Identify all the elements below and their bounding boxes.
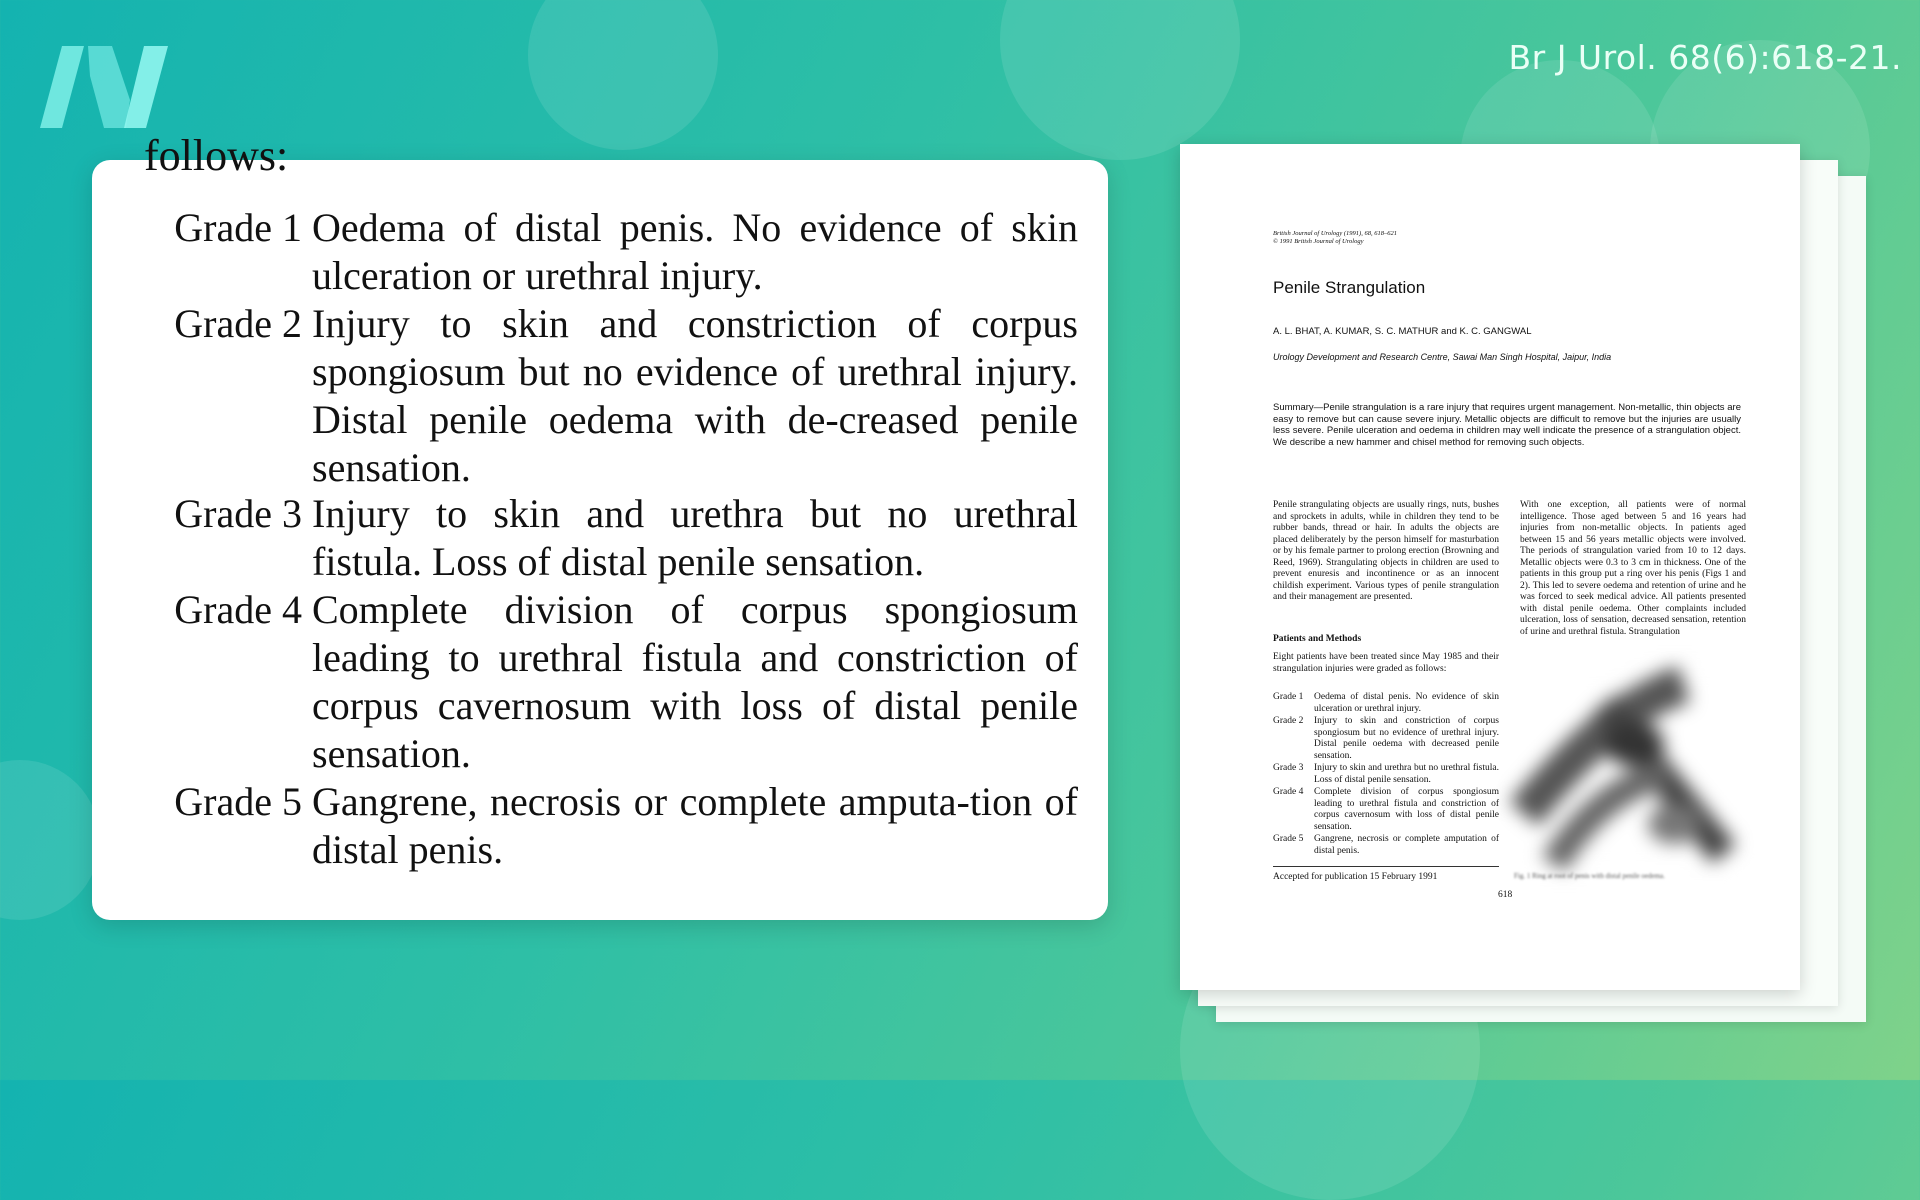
grade-label: Grade 1 xyxy=(174,205,302,250)
page-number: 618 xyxy=(1498,890,1513,900)
footnote-divider xyxy=(1273,866,1499,867)
accepted-date: Accepted for publication 15 February 1991 xyxy=(1273,872,1438,882)
blurred-figure-image xyxy=(1514,664,1746,874)
grade-label: Grade 2 xyxy=(1273,716,1304,726)
grade-label: Grade 2 xyxy=(174,301,302,346)
background-bokeh xyxy=(1000,0,1240,160)
nf-logo-icon xyxy=(34,40,174,130)
grade-text: Oedema of distal penis. No evidence of skin ulceration or urethral injury. xyxy=(1314,692,1499,714)
paper-authors: A. L. BHAT, A. KUMAR, S. C. MATHUR and K. C. GANGWAL xyxy=(1273,326,1532,337)
grade-label: Grade 1 xyxy=(1273,692,1304,702)
paper-title: Penile Strangulation xyxy=(1273,278,1426,297)
grade-text: Injury to skin and urethra but no urethral fistula. Loss of distal penile sensation. xyxy=(1314,763,1499,785)
copyright-line: © 1991 British Journal of Urology xyxy=(1273,238,1364,245)
grade-text: Injury to skin and constriction of corpus spongiosum but no evidence of urethral injury. Distal penile oedema with de-creased penile sensation. xyxy=(312,301,1078,490)
grade-text: Gangrene, necrosis or complete amputation of distal penis. xyxy=(1314,834,1499,856)
grade-text: Oedema of distal penis. No evidence of skin ulceration or urethral injury. xyxy=(312,205,1078,298)
grade-text: Injury to skin and constriction of corpus spongiosum but no evidence of urethral injury. Distal penile oedema with decreased penile sensation. xyxy=(1314,716,1499,761)
grade-label: Grade 4 xyxy=(174,587,302,632)
methods-heading: Patients and Methods xyxy=(1273,634,1362,644)
background-bokeh xyxy=(0,760,100,920)
methods-paragraph: Eight patients have been treated since May 1985 and their strangulation injuries were graded as follows: xyxy=(1273,652,1499,674)
citation-text: Br J Urol. 68(6):618-21. xyxy=(1508,38,1902,77)
right-column-paragraph: With one exception, all patients were of normal intelligence. Those aged between 5 and 16 years had injuries from non-metallic objects. In patients aged between 15 and 56 years metallic objects were involved. The periods of strangulation varied from 10 to 12 days. Metallic objects were 0.3 to 3 cm in thickness. One of the patients in this group put a ring over his penis (Figs 1 and 2). This led to severe oedema and retention of urine and he was forced to seek medical advice. All patients presented with distal penile oedema. Other complaints included ulceration, loss of sensation, decreased sensation, retention of urine and urethral fistula. Strangulation xyxy=(1520,500,1746,637)
grade-text: Gangrene, necrosis or complete amputa-tion of distal penis. xyxy=(312,779,1078,872)
grade-label: Grade 5 xyxy=(174,779,302,824)
grade-text: Complete division of corpus spongiosum leading to urethral fistula and constriction of corpus cavernosum with loss of distal penile sensation. xyxy=(312,587,1078,776)
grade-text: Injury to skin and urethra but no urethral fistula. Loss of distal penile sensation. xyxy=(312,491,1078,584)
journal-line: British Journal of Urology (1991), 68, 618–621 xyxy=(1273,230,1397,237)
grade-label: Grade 3 xyxy=(174,491,302,536)
grade-label: Grade 5 xyxy=(1273,834,1304,844)
paper-page xyxy=(1180,144,1800,990)
journal-info xyxy=(1273,230,1397,246)
excerpt-cut-text: follows: xyxy=(144,131,289,180)
grade-text: Complete division of corpus spongiosum leading to urethral fistula and constriction of corpus cavernosum with loss of distal penile sensation. xyxy=(1314,787,1499,832)
zoomed-excerpt-card xyxy=(92,131,1108,920)
background-bokeh xyxy=(528,0,718,150)
grade-label: Grade 3 xyxy=(1273,763,1304,773)
grade-label: Grade 4 xyxy=(1273,787,1304,797)
paper-summary: Summary—Penile strangulation is a rare injury that requires urgent management. Non-metallic, thin objects are easy to remove but can cause severe injury. Metallic objects are difficult to remove but the injuries are usually less severe. Penile ulceration and oedema in children may well indicate the presence of a strangulation object. We describe a new hammer and chisel method for removing such objects. xyxy=(1273,402,1741,448)
intro-paragraph: Penile strangulating objects are usually rings, nuts, bushes and sprockets in adults, while in children they tend to be rubber bands, thread or hair. In adults the objects are placed deliberately by the person himself for masturbation or by his female partner to prolong erection (Browning and Reed, 1969). Strangulating objects in children are used to prevent enuresis and incontinence or as an innocent childish experiment. Various types of penile strangulation and their management are presented. xyxy=(1273,500,1499,602)
paper-affiliation: Urology Development and Research Centre, Sawai Man Singh Hospital, Jaipur, India xyxy=(1273,352,1612,362)
figure-caption: Fig. 1 Ring at root of penis with distal penile oedema. xyxy=(1514,872,1665,880)
